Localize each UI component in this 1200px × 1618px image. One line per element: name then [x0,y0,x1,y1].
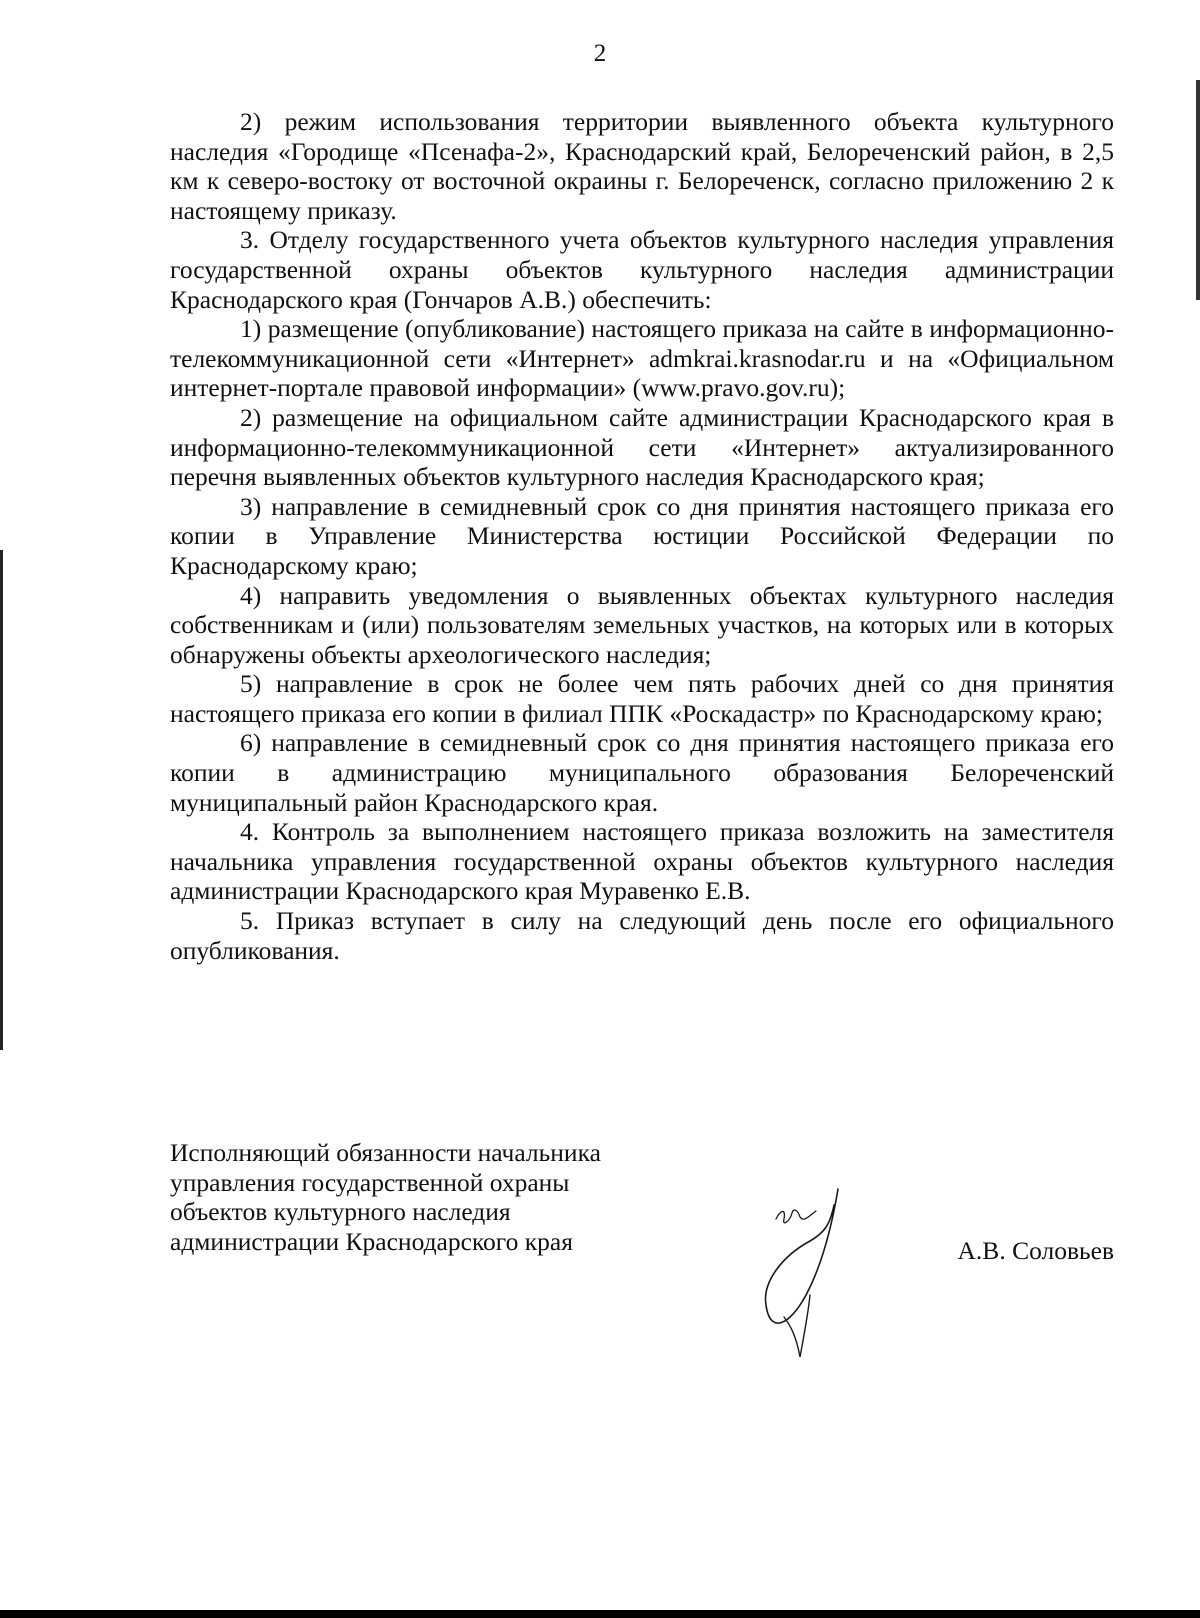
scan-edge-bottom [0,1610,1200,1618]
paragraph-subitem-2: 2) размещение на официальном сайте администрации Краснодарского края в информационно-телекоммуникационной сети «Интернет» актуализированного перечня выявленных объектов культурного наследия Краснодарского края; [170,402,1114,492]
signatory-title [170,1138,730,1256]
handwritten-signature [760,1185,880,1365]
scan-edge-left [0,550,3,1050]
paragraph-subitem-5: 5) направление в срок не более чем пять рабочих дней со дня принятия настоящего приказа его копии в филиал ППК «Роскадастр» по Краснодарскому краю; [170,669,1114,728]
paragraph-item-5: 5. Приказ вступает в силу на следующий день после его официального опубликования. [170,906,1114,965]
paragraph-subitem-3: 3) направление в семидневный срок со дня принятия настоящего приказа его копии в Управление Министерства юстиции Российской Федерации по Краснодарскому краю; [170,491,1114,580]
signatory-title-line: Исполняющий обязанности начальника [170,1138,601,1167]
paragraph-subitem-1: 1) размещение (опубликование) настоящего приказа на сайте в информационно-телекоммуникационной сети «Интернет» admkrai.krasnodar.ru и на «Официальном интернет-портале правовой информации» (www.pravo.gov.ru); [170,314,1114,403]
paragraph-usage-regime: 2) режим использования территории выявленного объекта культурного наследия «Городище «Псенафа-2», Краснодарский край, Белореченский район, в 2,5 км к северо-востоку от восточной окраины г. Белореченск, согласно приложению 2 к настоящему приказу. [170,107,1114,225]
document-body [170,107,1114,965]
page-number: 2 [593,40,607,67]
signatory-title-line: администрации Краснодарского края [170,1226,573,1256]
signatory-title-line: объектов культурного наследия [170,1197,511,1227]
signer-name: А.В. Соловьев [957,1236,1114,1265]
paragraph-subitem-4: 4) направить уведомления о выявленных объектах культурного наследия собственникам и (или) пользователям земельных участков, на которых или в которых обнаружены объекты археологического наследия; [170,580,1114,669]
signatory-title-line: управления государственной охраны [170,1167,570,1197]
paragraph-item-4: 4. Контроль за выполнением настоящего приказа возложить на заместителя начальника управления государственной охраны объектов культурного наследия администрации Краснодарского края Муравенко Е.В. [170,817,1114,906]
paragraph-subitem-6: 6) направление в семидневный срок со дня принятия настоящего приказа его копии в администрацию муниципального образования Белореченский муниципальный район Краснодарского края. [170,728,1114,817]
scan-edge-right [1196,80,1200,300]
paragraph-item-3: 3. Отделу государственного учета объектов культурного наследия управления государственной охраны объектов культурного наследия администрации Краснодарского края (Гончаров А.В.) обеспечить: [170,225,1114,314]
